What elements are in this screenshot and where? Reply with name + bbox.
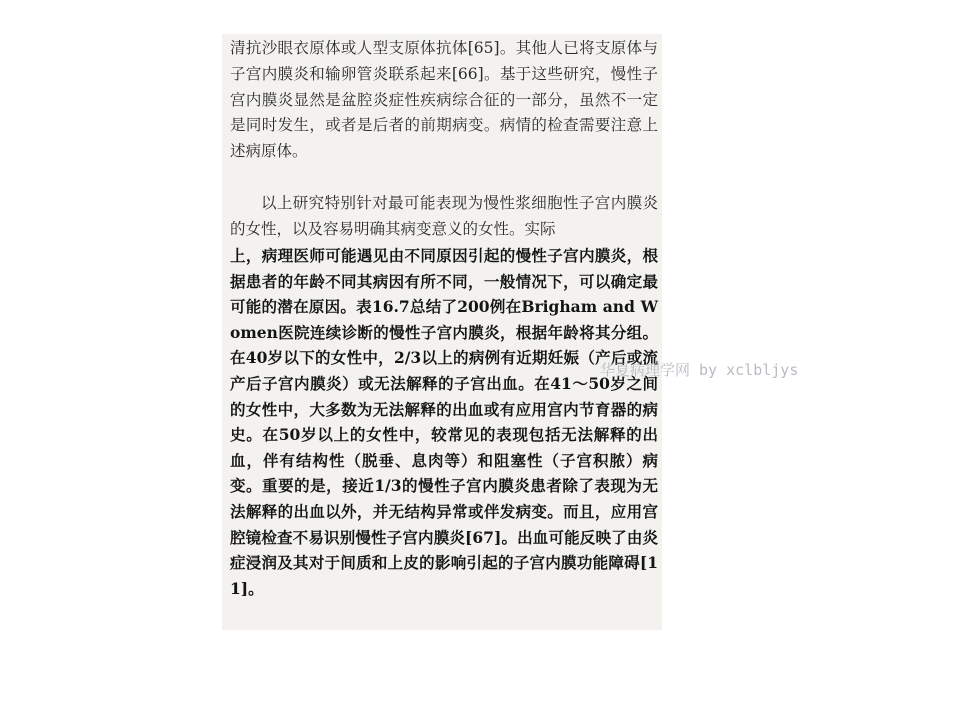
watermark-text: 华夏病理学网 by xclbljys xyxy=(600,361,799,379)
scanned-book-page xyxy=(222,34,662,630)
paragraph-3: 上，病理医师可能遇见由不同原因引起的慢性子宫内膜炎，根据患者的年龄不同其病因有所不同，一般情况下，可以确定最可能的潜在原因。表16.7总结了200例在Brigham and Women医院连续诊断的慢性子宫内膜炎，根据年龄将其分组。在40岁以下的女性中，2/3以上的病例有近期妊娠（产后或流产后子宫内膜炎）或无法解释的子宫出血。在41～50岁之间的女性中，大多数为无法解释的出血或有应用宫内节育器的病史。在50岁以上的女性中，较常见的表现包括无法解释的出血，伴有结构性（脱垂、息肉等）和阻塞性（子宫积脓）病变。重要的是，接近1/3的慢性子宫内膜炎患者除了表现为无法解释的出血以外，并无结构异常或伴发病变。而且，应用宫腔镜检查不易识别慢性子宫内膜炎[67]。出血可能反映了由炎症浸润及其对于间质和上皮的影响引起的子宫内膜功能障碍[11]。 xyxy=(230,246,658,598)
paragraph-1: 清抗沙眼衣原体或人型支原体抗体[65]。其他人已将支原体与子宫内膜炎和输卵管炎联系起来[66]。基于这些研究，慢性子宫内膜炎显然是盆腔炎症性疾病综合征的一部分，虽然不一定是同时发生，或者是后者的前期病变。病情的检查需要注意上述病原体。 xyxy=(230,39,658,161)
paragraph-2: 以上研究特别针对最可能表现为慢性浆细胞性子宫内膜炎的女性，以及容易明确其病变意义的女性。实际 xyxy=(230,194,658,238)
